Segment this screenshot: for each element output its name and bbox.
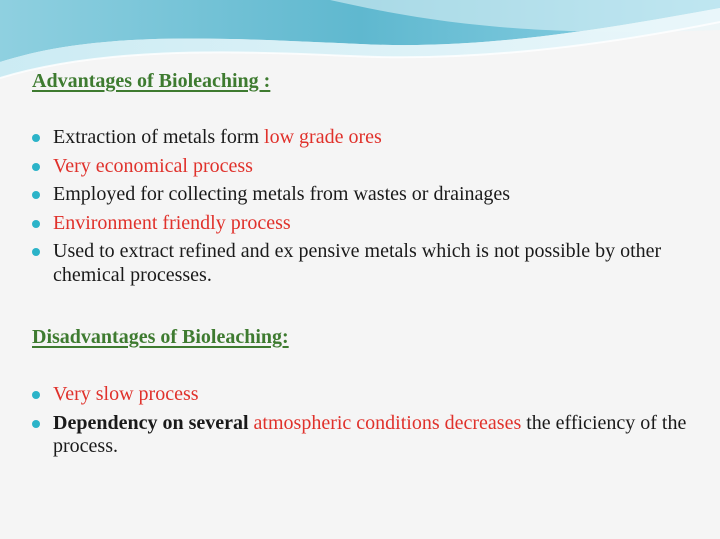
item-highlight: Very slow process [53, 383, 199, 405]
item-highlight: Very economical process [53, 154, 253, 177]
bullet-icon [32, 391, 40, 399]
item-text: the efficiency of the process. [53, 411, 687, 457]
item-text: Extraction of metals form [53, 126, 265, 148]
item-highlight: low grade ores [264, 126, 382, 148]
bullet-icon [32, 191, 40, 199]
bullet-icon [32, 248, 40, 256]
bullet-icon [32, 220, 40, 228]
disadvantages-list [30, 383, 690, 464]
item-highlight: Environment friendly process [53, 211, 291, 234]
list-item [30, 126, 690, 150]
item-text: Used to extract refined and ex pensive metals which is not possible by other chemical processes. [53, 240, 662, 286]
bullet-icon [32, 134, 40, 142]
disadvantages-heading: Disadvantages of Bioleaching: [32, 326, 289, 348]
list-item [30, 183, 690, 207]
list-item [30, 155, 690, 179]
list-item [30, 412, 690, 459]
decorative-wave-header [0, 0, 720, 110]
item-text: Employed for collecting metals from wastes or drainages [53, 183, 511, 205]
bullet-icon [32, 420, 40, 428]
list-item [30, 383, 690, 407]
advantages-heading: Advantages of Bioleaching : [32, 70, 271, 92]
item-bold-text: Dependency on several [53, 411, 254, 434]
bullet-icon [32, 163, 40, 171]
advantages-list [30, 126, 690, 292]
list-item [30, 212, 690, 236]
list-item [30, 240, 690, 287]
item-highlight: atmospheric conditions decreases [253, 411, 522, 434]
